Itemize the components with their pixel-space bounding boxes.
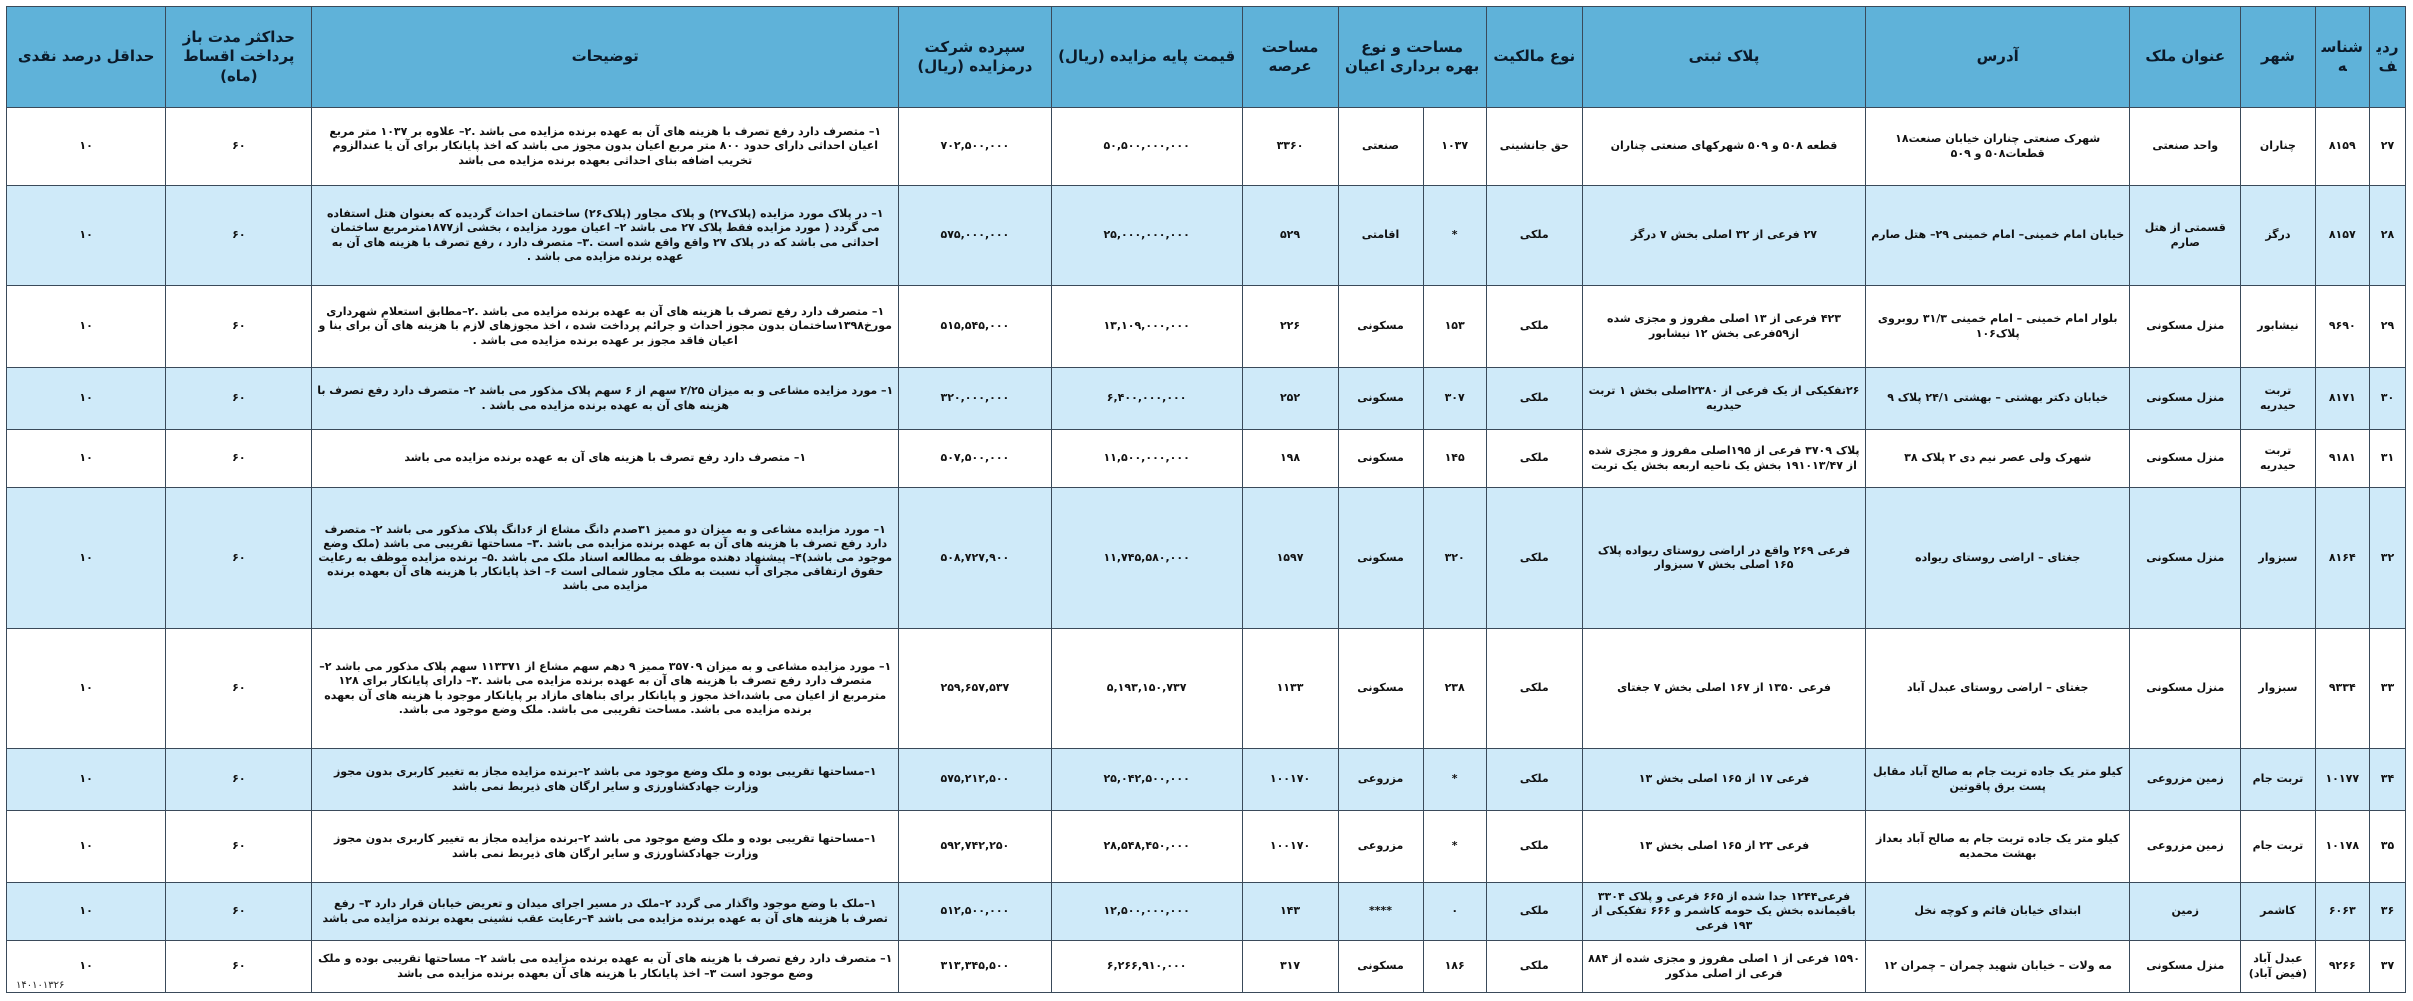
cell-address: خیابان دکتر بهشتی – بهشتی ۲۴/۱ پلاک ۹ [1866,368,2130,430]
cell-installments: ۶۰ [166,941,312,993]
cell-plaque: پلاک ۳۷۰۹ فرعی از ۱۹۵اصلی مفروز و مجزی شده از ۱۹۱۰۱۳/۴۷ بخش یک ناحیه اربعه بخش یک تربت [1582,430,1866,488]
cell-property-title: منزل مسکونی [2130,430,2241,488]
cell-city: تربت حیدریه [2241,430,2315,488]
cell-plaque: فرعی ۱۳۵۰ از ۱۶۷ اصلی بخش ۷ جغتای [1582,629,1866,749]
cell-code: ۹۶۹۰ [2315,286,2370,368]
cell-code: ۸۱۵۹ [2315,108,2370,186]
cell-cash-percent: ۱۰ [7,430,166,488]
cell-building-use: مسکونی [1338,941,1423,993]
cell-cash-percent: ۱۰ [7,286,166,368]
cell-cash-percent: ۱۰ [7,941,166,993]
cell-description: ۱–مساحتها تقریبی بوده و ملک وضع موجود می باشد ۲–برنده مزایده مجاز به تغییر کاربری بدون مجوز وزارت جهادکشاورزی و سایر ارگان های ذیربط نمی باشد [312,811,899,883]
cell-address: کیلو متر یک جاده تربت جام به صالح آباد مقابل پست برق پاقوتین [1866,749,2130,811]
cell-plaque: ۲۶تفکیکی از یک فرعی از ۲۳۸۰اصلی بخش ۱ تربت حیدریه [1582,368,1866,430]
cell-cash-percent: ۱۰ [7,108,166,186]
cell-cash-percent: ۱۰ [7,488,166,629]
cell-land-area: ۱۰۰۱۷۰ [1242,811,1338,883]
cell-building-area: ۱۵۳ [1423,286,1486,368]
cell-cash-percent: ۱۰ [7,811,166,883]
cell-base-price: ۲۵,۰۴۲,۵۰۰,۰۰۰ [1051,749,1242,811]
cell-deposit: ۵۹۲,۷۴۲,۲۵۰ [899,811,1052,883]
cell-base-price: ۱۲,۵۰۰,۰۰۰,۰۰۰ [1051,883,1242,941]
cell-building-area: ۱۰۳۷ [1423,108,1486,186]
cell-city: نیشابور [2241,286,2315,368]
cell-land-area: ۲۲۶ [1242,286,1338,368]
cell-land-area: ۱۵۹۷ [1242,488,1338,629]
cell-code: ۸۱۷۱ [2315,368,2370,430]
header-address: آدرس [1866,7,2130,108]
cell-base-price: ۶,۴۰۰,۰۰۰,۰۰۰ [1051,368,1242,430]
cell-base-price: ۵۰,۵۰۰,۰۰۰,۰۰۰ [1051,108,1242,186]
cell-property-title: واحد صنعتی [2130,108,2241,186]
cell-installments: ۶۰ [166,749,312,811]
cell-city: عبدل آباد (فیض آباد) [2241,941,2315,993]
cell-description: ۱– مورد مزایده مشاعی و به میزان ۳۵۷۰۹ ممیز ۹ دهم سهم مشاع از ۱۱۳۳۷۱ سهم پلاک مذکور می باشد ۲– متصرف دارد رفع تصرف با هزینه های آن به عهده برنده مزایده می باشد .۳– دارای پایانکار برای ۱۲۸ مترمربع از اعیان می باشد،اخذ مجوز و پایانکار برای بناهای مازاد بر پایانکار موجود با هزینه های آن بعهده برنده مزایده می باشد. مساحت تقریبی می باشد. ملک وضع موجود می باشد. [312,629,899,749]
cell-code: ۹۲۶۶ [2315,941,2370,993]
cell-building-use: مزروعی [1338,749,1423,811]
cell-row-number: ۳۱ [2370,430,2406,488]
cell-ownership: ملکی [1486,488,1582,629]
cell-building-area: ۳۲۰ [1423,488,1486,629]
cell-description: ۱– در پلاک مورد مزایده (پلاک۲۷) و پلاک مجاور (پلاک۲۶) ساختمان احداث گردیده که بعنوان هتل استفاده می گردد ( مورد مزایده فقط پلاک ۲۷ می باشد ۲– اعیان مورد مزایده ، بخشی از۱۸۷۷مترمربع ساختمان احداثی می باشد که در پلاک ۲۷ واقع واقع شده است .۳– متصرف دارد ، رفع تصرف با هزینه های آن به عهده برنده مزایده می باشد . [312,186,899,286]
cell-code: ۶۰۶۳ [2315,883,2370,941]
cell-city: کاشمر [2241,883,2315,941]
cell-address: ابتدای خیابان قائم و کوچه نخل [1866,883,2130,941]
cell-building-area: * [1423,749,1486,811]
cell-base-price: ۱۳,۱۰۹,۰۰۰,۰۰۰ [1051,286,1242,368]
cell-address: خیابان امام خمینی– امام خمینی ۲۹– هتل صارم [1866,186,2130,286]
cell-cash-percent: ۱۰ [7,749,166,811]
cell-land-area: ۱۰۰۱۷۰ [1242,749,1338,811]
cell-code: ۱۰۱۷۷ [2315,749,2370,811]
cell-building-use: مسکونی [1338,430,1423,488]
cell-address: جغتای – اراضی روستای ریواده [1866,488,2130,629]
header-code: شناسه [2315,7,2370,108]
cell-installments: ۶۰ [166,186,312,286]
header-row-no: ردیف [2370,7,2406,108]
cell-description: ۱–مساحتها تقریبی بوده و ملک وضع موجود می باشد ۲–برنده مزایده مجاز به تغییر کاربری بدون مجوز وزارت جهادکشاورزی و سایر ارگان های ذیربط نمی باشد [312,749,899,811]
cell-deposit: ۵۰۷,۵۰۰,۰۰۰ [899,430,1052,488]
header-base-price: قیمت پایه مزایده (ریال) [1051,7,1242,108]
cell-land-area: ۱۴۳ [1242,883,1338,941]
cell-address: شهرک صنعتی چناران خیابان صنعت۱۸ قطعات۵۰۸ و ۵۰۹ [1866,108,2130,186]
cell-building-use: مسکونی [1338,629,1423,749]
cell-row-number: ۳۲ [2370,488,2406,629]
cell-land-area: ۲۵۲ [1242,368,1338,430]
cell-building-use: مسکونی [1338,368,1423,430]
cell-plaque: فرعی ۲۳ از ۱۶۵ اصلی بخش ۱۳ [1582,811,1866,883]
cell-deposit: ۵۷۵,۲۱۲,۵۰۰ [899,749,1052,811]
cell-ownership: ملکی [1486,430,1582,488]
cell-address: شهرک ولی عصر نیم دی ۲ پلاک ۳۸ [1866,430,2130,488]
cell-deposit: ۷۰۲,۵۰۰,۰۰۰ [899,108,1052,186]
table-row [7,749,2406,811]
cell-city: سبزوار [2241,629,2315,749]
cell-land-area: ۱۹۸ [1242,430,1338,488]
table-row [7,186,2406,286]
cell-property-title: قسمتی از هتل صارم [2130,186,2241,286]
cell-building-use: **** [1338,883,1423,941]
cell-installments: ۶۰ [166,883,312,941]
cell-row-number: ۳۰ [2370,368,2406,430]
cell-row-number: ۳۶ [2370,883,2406,941]
cell-base-price: ۱۱,۷۴۵,۵۸۰,۰۰۰ [1051,488,1242,629]
cell-base-price: ۵,۱۹۳,۱۵۰,۷۳۷ [1051,629,1242,749]
cell-row-number: ۲۸ [2370,186,2406,286]
cell-building-use: مسکونی [1338,286,1423,368]
cell-land-area: ۳۱۷ [1242,941,1338,993]
cell-description: ۱– مورد مزایده مشاعی و به میزان ۲/۲۵ سهم از ۶ سهم پلاک مذکور می باشد ۲– متصرف دارد رفع تصرف با هزینه های آن به عهده برنده مزایده می باشد . [312,368,899,430]
cell-city: سبزوار [2241,488,2315,629]
auction-table [6,6,2406,993]
cell-row-number: ۲۹ [2370,286,2406,368]
cell-city: چناران [2241,108,2315,186]
table-row [7,883,2406,941]
cell-code: ۹۱۸۱ [2315,430,2370,488]
cell-description: ۱–ملک با وضع موجود واگذار می گردد ۲–ملک در مسیر اجرای میدان و تعریض خیابان قرار دارد ۳– رفع تصرف با هزینه های آن به عهده برنده مزایده می باشد ۴–رعایت عقب نشینی بعهده برنده مزایده می باشد [312,883,899,941]
cell-row-number: ۳۵ [2370,811,2406,883]
cell-description: ۱– متصرف دارد رفع تصرف با هزینه های آن به عهده برنده مزایده می باشد [312,430,899,488]
cell-address: کیلو متر یک جاده تربت جام به صالح آباد بعداز بهشت محمدیه [1866,811,2130,883]
table-row [7,941,2406,993]
cell-code: ۹۳۳۴ [2315,629,2370,749]
cell-address: جغتای – اراضی روستای عبدل آباد [1866,629,2130,749]
cell-deposit: ۲۵۹,۶۵۷,۵۳۷ [899,629,1052,749]
cell-property-title: زمین مزروعی [2130,811,2241,883]
table-row [7,286,2406,368]
cell-base-price: ۶,۲۶۶,۹۱۰,۰۰۰ [1051,941,1242,993]
table-row [7,488,2406,629]
cell-row-number: ۳۷ [2370,941,2406,993]
cell-building-area: ۱۸۶ [1423,941,1486,993]
cell-code: ۱۰۱۷۸ [2315,811,2370,883]
cell-building-use: مزروعی [1338,811,1423,883]
cell-row-number: ۳۳ [2370,629,2406,749]
cell-code: ۸۱۵۷ [2315,186,2370,286]
cell-city: تربت حیدریه [2241,368,2315,430]
cell-land-area: ۵۲۹ [1242,186,1338,286]
header-land-area: مساحت عرصه [1242,7,1338,108]
cell-cash-percent: ۱۰ [7,883,166,941]
cell-ownership: ملکی [1486,811,1582,883]
header-description: توضیحات [312,7,899,108]
cell-ownership: ملکی [1486,186,1582,286]
cell-cash-percent: ۱۰ [7,186,166,286]
cell-base-price: ۱۱,۵۰۰,۰۰۰,۰۰۰ [1051,430,1242,488]
cell-building-area: ۰ [1423,883,1486,941]
cell-plaque: ۲۷ فرعی از ۳۲ اصلی بخش ۷ درگز [1582,186,1866,286]
cell-property-title: منزل مسکونی [2130,941,2241,993]
cell-base-price: ۲۸,۵۴۸,۴۵۰,۰۰۰ [1051,811,1242,883]
header-installments: حداکثر مدت باز پرداخت اقساط (ماه) [166,7,312,108]
cell-ownership: ملکی [1486,629,1582,749]
cell-plaque: قطعه ۵۰۸ و ۵۰۹ شهرکهای صنعتی چناران [1582,108,1866,186]
cell-installments: ۶۰ [166,286,312,368]
cell-property-title: منزل مسکونی [2130,629,2241,749]
cell-base-price: ۲۵,۰۰۰,۰۰۰,۰۰۰ [1051,186,1242,286]
cell-deposit: ۵۱۵,۵۴۵,۰۰۰ [899,286,1052,368]
cell-land-area: ۳۳۶۰ [1242,108,1338,186]
cell-ownership: ملکی [1486,368,1582,430]
cell-row-number: ۳۴ [2370,749,2406,811]
table-body [7,108,2406,993]
cell-city: تربت جام [2241,811,2315,883]
cell-building-area: ۲۳۸ [1423,629,1486,749]
cell-address: بلوار امام خمینی – امام خمینی ۳۱/۳ روبروی پلاک۱۰۶ [1866,286,2130,368]
header-row [7,7,2406,108]
cell-installments: ۶۰ [166,811,312,883]
cell-property-title: زمین مزروعی [2130,749,2241,811]
footer-reference: ۱۴۰۱۰۱۳۲۶ [16,980,65,991]
cell-plaque: ۱۵۹۰ فرعی از ۱ اصلی مفروز و مجزی شده از ۸۸۴ فرعی از اصلی مذکور [1582,941,1866,993]
cell-cash-percent: ۱۰ [7,368,166,430]
cell-plaque: فرعی ۲۶۹ واقع در اراضی روستای ریواده پلاک ۱۶۵ اصلی بخش ۷ سبزوار [1582,488,1866,629]
cell-ownership: ملکی [1486,749,1582,811]
header-cash-percent: حداقل درصد نقدی [7,7,166,108]
cell-installments: ۶۰ [166,629,312,749]
cell-deposit: ۵۷۵,۰۰۰,۰۰۰ [899,186,1052,286]
cell-deposit: ۳۲۰,۰۰۰,۰۰۰ [899,368,1052,430]
cell-property-title: منزل مسکونی [2130,368,2241,430]
cell-ownership: ملکی [1486,883,1582,941]
cell-cash-percent: ۱۰ [7,629,166,749]
header-deposit: سپرده شرکت درمزایده (ریال) [899,7,1052,108]
cell-city: درگز [2241,186,2315,286]
cell-installments: ۶۰ [166,430,312,488]
cell-installments: ۶۰ [166,488,312,629]
cell-property-title: منزل مسکونی [2130,286,2241,368]
header-plaque: پلاک ثبتی [1582,7,1866,108]
cell-deposit: ۵۱۲,۵۰۰,۰۰۰ [899,883,1052,941]
cell-installments: ۶۰ [166,368,312,430]
cell-description: ۱– مورد مزایده مشاعی و به میزان دو ممیز ۳۱صدم دانگ مشاع از ۶دانگ پلاک مذکور می باشد ۲– متصرف دارد رفع تصرف با هزینه های آن به عهده برنده مزایده می باشد .۳– مساحتها تقریبی می باشد (ملک وضع موجود می باشد)۴– پیشنهاد دهنده موظف به مطالعه اسناد ملک می باشد .۵– برنده مزایده موظف به رعایت حقوق ارتفاقی مجرای آب نسبت به ملک مجاور شمالی است ۶– اخذ پایانکار با هزینه های آن بعهده برنده مزایده می باشد [312,488,899,629]
header-city: شهر [2241,7,2315,108]
cell-row-number: ۲۷ [2370,108,2406,186]
cell-property-title: زمین [2130,883,2241,941]
cell-city: تربت جام [2241,749,2315,811]
cell-code: ۸۱۶۴ [2315,488,2370,629]
cell-building-use: صنعتی [1338,108,1423,186]
cell-building-area: * [1423,811,1486,883]
table-row [7,108,2406,186]
cell-description: ۱– متصرف دارد رفع تصرف با هزینه های آن به عهده برنده مزایده می باشد ۲– مساحتها تقریبی بوده و ملک وضع موجود است ۳– اخذ پایانکار با هزینه های آن بعهده برنده مزایده می باشد [312,941,899,993]
cell-ownership: ملکی [1486,941,1582,993]
table-row [7,430,2406,488]
table-row [7,811,2406,883]
header-ownership: نوع مالکیت [1486,7,1582,108]
cell-plaque: فرعی۱۲۴۴ جدا شده از ۶۶۵ فرعی و پلاک ۳۳۰۴ باقیمانده بخش یک حومه کاشمر و ۶۶۶ تفکیکی از ۱۹۳ فرعی [1582,883,1866,941]
cell-land-area: ۱۱۳۳ [1242,629,1338,749]
cell-plaque: ۴۲۳ فرعی از ۱۳ اصلی مفروز و مجزی شده از۵۹فرعی بخش ۱۲ نیشابور [1582,286,1866,368]
cell-building-area: ۳۰۷ [1423,368,1486,430]
cell-building-use: مسکونی [1338,488,1423,629]
header-building: مساحت و نوع بهره برداری اعیان [1338,7,1486,108]
table-row [7,368,2406,430]
cell-building-use: اقامتی [1338,186,1423,286]
cell-building-area: ۱۴۵ [1423,430,1486,488]
cell-property-title: منزل مسکونی [2130,488,2241,629]
table-row [7,629,2406,749]
cell-deposit: ۳۱۳,۳۴۵,۵۰۰ [899,941,1052,993]
cell-description: ۱– متصرف دارد رفع تصرف با هزینه های آن به عهده برنده مزایده می باشد .۲– علاوه بر ۱۰۳۷ متر مربع اعیان احداثی دارای حدود ۸۰۰ متر مربع اعیان بدون مجوز می باشد که اخذ پایانکار برای آن یا عندالزوم تخریب اضافه بنای احداثی بعهده برنده مزایده می باشد [312,108,899,186]
cell-ownership: ملکی [1486,286,1582,368]
cell-ownership: حق جانشینی [1486,108,1582,186]
cell-description: ۱– متصرف دارد رفع تصرف با هزینه های آن به عهده برنده مزایده می باشد .۲–مطابق استعلام شهرداری مورخ۱۳۹۸ساختمان بدون مجوز احداث و جرائم پرداخت شده ، اخذ مجوزهای لازم با هزینه های آن برای بنا و اعیان فاقد مجوز بر عهده برنده مزایده می باشد . [312,286,899,368]
cell-address: مه ولات – خیابان شهید چمران – چمران ۱۲ [1866,941,2130,993]
cell-building-area: * [1423,186,1486,286]
cell-deposit: ۵۰۸,۷۲۷,۹۰۰ [899,488,1052,629]
cell-installments: ۶۰ [166,108,312,186]
cell-plaque: فرعی ۱۷ از ۱۶۵ اصلی بخش ۱۳ [1582,749,1866,811]
header-title: عنوان ملک [2130,7,2241,108]
